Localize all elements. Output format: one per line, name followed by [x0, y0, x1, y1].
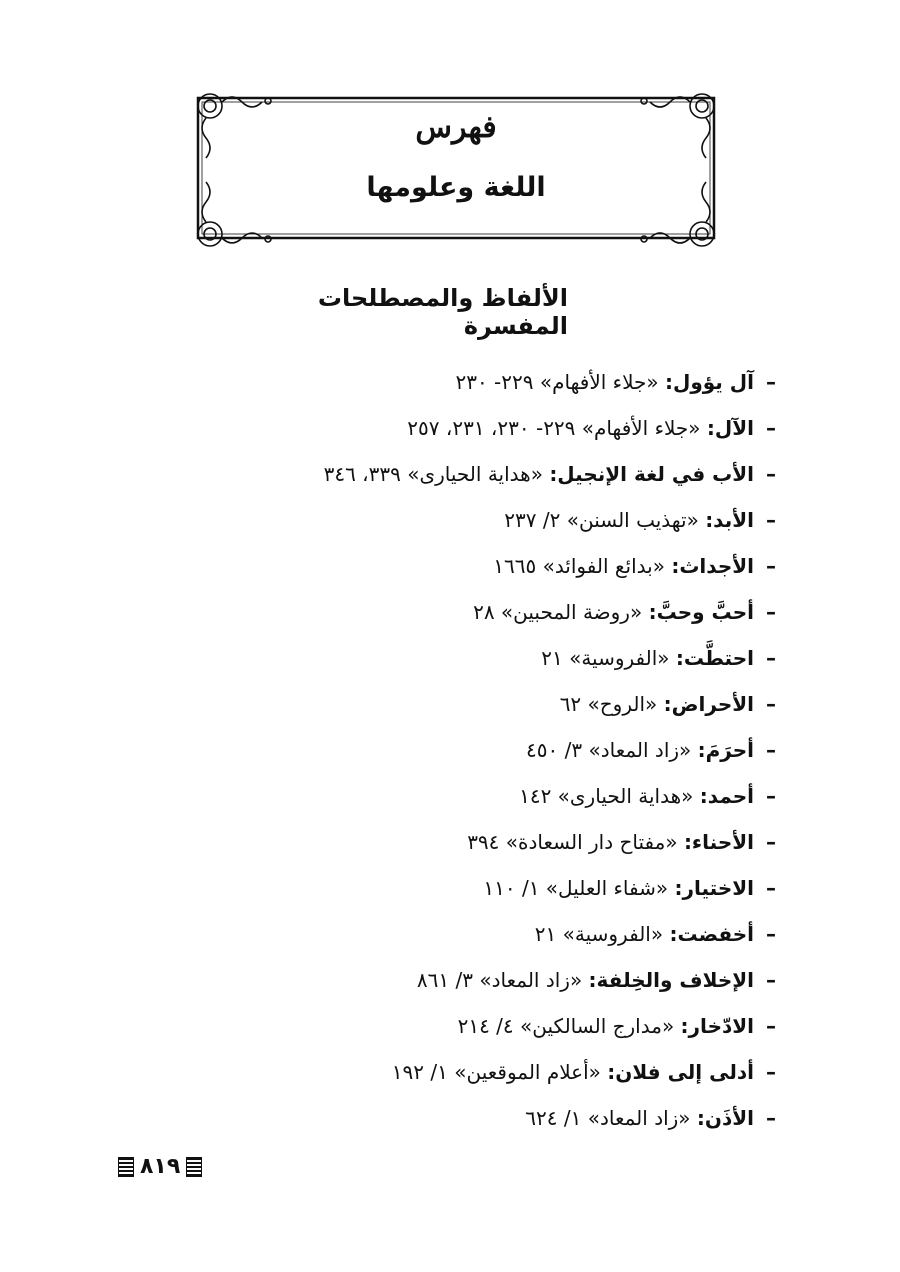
page-title: اللغة وعلومها [366, 172, 546, 203]
title-frame [188, 88, 724, 248]
ornament-box-icon [118, 1157, 134, 1177]
entry-term: آل يؤول: [664, 370, 754, 394]
entry-reference: «زاد المعاد» ٣/ ٨٦١ [416, 968, 583, 992]
entry-reference: «جلاء الأفهام» ٢٢٩- ٢٣٠، ٢٣١، ٢٥٧ [407, 416, 701, 440]
entry-term: الإخلاف والخِلفة: [588, 968, 754, 992]
entry-term: أدلى إلى فلان: [607, 1060, 754, 1084]
list-item: –الأب في لغة الإنجيل: «هداية الحيارى» ٣٣٩، ٣٤٦ [323, 462, 776, 486]
entry-reference: «زاد المعاد» ١/ ٦٢٤ [525, 1106, 691, 1130]
entry-reference: «الفروسية» ٢١ [534, 922, 664, 946]
entry-term: أخفضت: [669, 922, 754, 946]
entry-reference: «زاد المعاد» ٣/ ٤٥٠ [526, 738, 692, 762]
entry-reference: «الروح» ٦٢ [559, 692, 658, 716]
entry-term: الأحناء: [683, 830, 754, 854]
page-number-label: ٨١٩ [140, 1154, 181, 1179]
entry-reference: «مدارج السالكين» ٤/ ٢١٤ [457, 1014, 675, 1038]
entry-term: أحبَّ وحبَّ: [648, 600, 754, 624]
entry-term: الادّخار: [680, 1014, 754, 1038]
entry-term: الأب في لغة الإنجيل: [549, 462, 754, 486]
entry-term: احتطَّت: [675, 646, 754, 670]
entry-reference: «هداية الحيارى» ٣٣٩، ٣٤٦ [323, 462, 543, 486]
entry-reference: «تهذيب السنن» ٢/ ٢٣٧ [504, 508, 699, 532]
list-item: –الأجداث: «بدائع الفوائد» ١٦٦٥ [493, 554, 776, 578]
page-number [118, 1154, 202, 1179]
entry-reference: «جلاء الأفهام» ٢٢٩- ٢٣٠ [455, 370, 659, 394]
list-item: –الاختيار: «شفاء العليل» ١/ ١١٠ [483, 876, 776, 900]
list-item: –أخفضت: «الفروسية» ٢١ [534, 922, 776, 946]
entry-term: الاختيار: [674, 876, 754, 900]
list-item: –الأحراض: «الروح» ٦٢ [559, 692, 776, 716]
entry-term: أحمد: [699, 784, 754, 808]
entry-term: الآل: [706, 416, 754, 440]
entry-term: الأحراض: [663, 692, 754, 716]
list-item: –الأبد: «تهذيب السنن» ٢/ ٢٣٧ [504, 508, 776, 532]
ornament-box-icon [186, 1157, 202, 1177]
list-item: –احتطَّت: «الفروسية» ٢١ [541, 646, 776, 670]
entry-reference: «مفتاح دار السعادة» ٣٩٤ [467, 830, 678, 854]
entry-reference: «أعلام الموقعين» ١/ ١٩٢ [391, 1060, 601, 1084]
list-item: –الادّخار: «مدارج السالكين» ٤/ ٢١٤ [457, 1014, 776, 1038]
entry-term: الأجداث: [671, 554, 754, 578]
entry-reference: «هداية الحيارى» ١٤٢ [519, 784, 694, 808]
index-list [316, 362, 776, 1144]
entry-term: الأذَن: [696, 1106, 754, 1130]
entry-reference: «روضة المحبين» ٢٨ [473, 600, 643, 624]
entry-term: الأبد: [705, 508, 754, 532]
section-title: الألفاظ والمصطلحات المفسرة [317, 284, 568, 340]
entry-reference: «شفاء العليل» ١/ ١١٠ [483, 876, 669, 900]
entry-term: أحرَمَ: [697, 738, 754, 762]
list-item: –أحمد: «هداية الحيارى» ١٤٢ [519, 784, 776, 808]
entry-reference: «الفروسية» ٢١ [541, 646, 670, 670]
list-item: –الإخلاف والخِلفة: «زاد المعاد» ٣/ ٨٦١ [416, 968, 776, 992]
list-item: –الأذَن: «زاد المعاد» ١/ ٦٢٤ [525, 1106, 776, 1130]
entry-reference: «بدائع الفوائد» ١٦٦٥ [493, 554, 665, 578]
index-heading: فهرس [415, 110, 497, 145]
list-item: –أحرَمَ: «زاد المعاد» ٣/ ٤٥٠ [526, 738, 776, 762]
list-item: –الآل: «جلاء الأفهام» ٢٢٩- ٢٣٠، ٢٣١، ٢٥٧ [407, 416, 776, 440]
list-item: –آل يؤول: «جلاء الأفهام» ٢٢٩- ٢٣٠ [455, 370, 776, 394]
list-item: –أدلى إلى فلان: «أعلام الموقعين» ١/ ١٩٢ [391, 1060, 776, 1084]
list-item: –الأحناء: «مفتاح دار السعادة» ٣٩٤ [467, 830, 776, 854]
list-item: –أحبَّ وحبَّ: «روضة المحبين» ٢٨ [473, 600, 776, 624]
